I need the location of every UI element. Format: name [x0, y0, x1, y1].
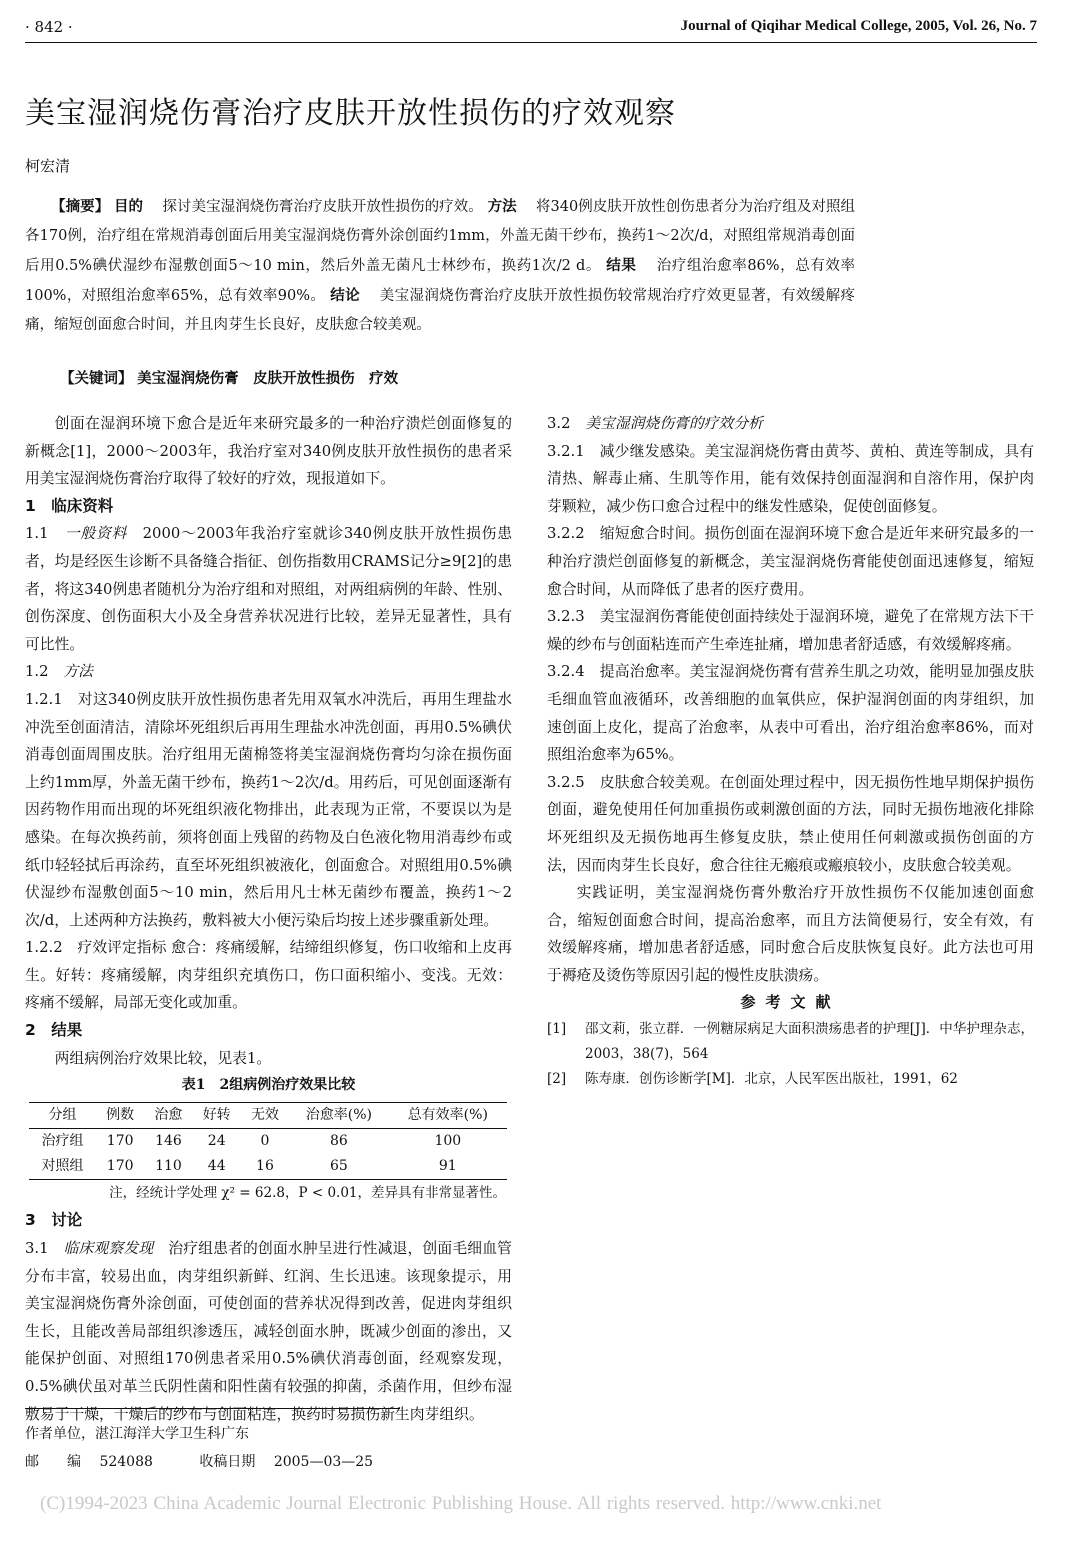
table-header-cell: 分组 [48, 1106, 77, 1123]
table-header-cell: 例数 [106, 1106, 135, 1123]
section-1-2-1: 1.2.1 对这340例皮肤开放性损伤患者先用双氧水冲洗后，再用生理盐水冲洗至创面清洁，清除坏死组织后再用生理盐水冲洗创面，再用0.5%碘伏消毒创面周围皮肤。治疗组用无菌棉签将美宝湿润烧伤膏均匀涂在损伤面上约1mm厚，外盖无菌干纱布，换药1～2次/d。用药后，可见创面逐渐有因药物作用而出现的坏死组织液化物排出，此表现为正常，不要误以为是感染。在每次换药前，须将创面上残留的药物及白色液化物用消毒纱布或纸巾轻轻拭后再涂药，直至坏死组织被液化，创面愈合。对照组用0.5%碘伏湿纱布湿敷创面5～10 min，然后用凡士林无菌纱布覆盖，换药1～2次/d，上述两种方法换药，敷料被大小便污染后均按上述步骤重新处理。 [25, 690, 512, 929]
postcode-line [25, 1448, 373, 1476]
table-cell: 对照组 [41, 1157, 84, 1174]
s3-1-text: 治疗组患者的创面水肿呈进行性减退，创面毛细血管分布丰富，较易出血，肉芽组织新鲜、红润、生长迅速。该现象提示，用美宝湿润烧伤膏外涂创面，可使创面的营养状况得到改善，促进肉芽组织生长，且能改善局部组织渗透压，减轻创面水肿，既减少创面的渗出，又能保护创面、对照组170例患者采用0.5%碘伏消毒创面，经观察发现，0.5%碘伏虽对革兰氏阴性菌和阳性菌有较强的抑菌，杀菌作用，但纱布湿敷易于干燥，干燥后的纱布与创面粘连，换药时易损伤新生肉芽组织。 [25, 1240, 512, 1423]
conclusion-paragraph: 实践证明，美宝湿润烧伤膏外敷治疗开放性损伤不仅能加速创面愈合，缩短创面愈合时间，提高治愈率，而且方法简便易行，安全有效，有效缓解疼痛，增加患者舒适感，同时愈合后皮肤恢复良好。此方法也可用于褥疮及烫伤等原因引起的慢性皮肤溃疡。 [547, 884, 1034, 984]
postcode-label: 邮 编 [25, 1454, 81, 1470]
author-unit: 作者单位，湛江海洋大学卫生科广东 [25, 1426, 249, 1442]
footnote-rule [25, 1408, 400, 1409]
abstract-label: 【摘要】 [51, 198, 110, 215]
intro-paragraph: 创面在湿润环境下愈合是近年来研究最多的一种治疗溃烂创面修复的新概念[1]，2000～2003年，我治疗室对340例皮肤开放性损伤的患者采用美宝湿润烧伤膏治疗取得了较好的疗效，现报道如下。 [25, 415, 512, 488]
table-cell: 治疗组 [41, 1132, 84, 1149]
table-cell: 0 [260, 1132, 270, 1149]
copyright-watermark: (C)1994-2023 China Academic Journal Electronic Publishing House. All rights reserved. http://www.cnki.net [40, 1493, 882, 1514]
references-heading: 参考文献 [740, 993, 841, 1012]
section-3-2-1: 3.2.1 减少继发感染。美宝湿润烧伤膏由黄芩、黄柏、黄连等制成，具有清热、解毒止痛、生肌等作用，能有效保持创面湿润和自溶作用，保护肉芽颗粒，减少伤口愈合过程中的继发性感染，促使创面修复。 [547, 442, 1034, 515]
footnote [25, 1420, 373, 1476]
keywords-text: 美宝湿润烧伤膏 皮肤开放性损伤 疗效 [137, 370, 399, 387]
table-cell: 170 [106, 1157, 134, 1174]
postcode: 524088 [99, 1454, 153, 1470]
section-3-2-2: 3.2.2 缩短愈合时间。损伤创面在湿润环境下愈合是近年来研究最多的一种治疗溃烂创面修复的新概念，美宝湿润烧伤膏能使创面迅速修复，缩短愈合时间，从而降低了患者的医疗费用。 [547, 525, 1034, 598]
right-column [547, 410, 1034, 1092]
table-cell: 16 [256, 1157, 274, 1174]
purpose-text: 探讨美宝湿润烧伤膏治疗皮肤开放性损伤的疗效。 [162, 199, 483, 215]
result-label: 结果 [606, 257, 637, 274]
method-text: 将340例皮肤开放性创伤患者分为治疗组及对照组各170例，治疗组在常规消毒创面后用美宝湿润烧伤膏外涂创面约1mm，外盖无菌干纱布，换药1～2次/d，对照组常规消毒创面后用0.5%碘伏湿纱布湿敷创面5～10 min，然后外盖无菌凡士林纱布，换药1次/2 d。 [25, 199, 856, 274]
conclusion-label: 结论 [330, 287, 360, 304]
page-number: · 842 · [25, 18, 73, 36]
table-cell: 110 [155, 1157, 182, 1174]
received-date: 2005—03—25 [273, 1454, 374, 1470]
s3-2-title: 美宝湿润烧伤膏的疗效分析 [585, 415, 763, 432]
section-1-1 [25, 520, 512, 658]
table-cell: 100 [434, 1132, 462, 1149]
table-header-cell: 无效 [250, 1106, 279, 1123]
section-3-heading: 3 讨论 [25, 1211, 83, 1230]
s1-2-num: 1.2 [25, 663, 49, 681]
section-3-1 [25, 1235, 512, 1428]
table-cell: 65 [329, 1157, 348, 1174]
section-1-2-2: 1.2.2 疗效评定指标 愈合：疼痛缓解，结缔组织修复，伤口收缩和上皮再生。好转：疼痛缓解，肉芽组织充填伤口，伤口面积缩小、变浅。无效：疼痛不缓解，局部无变化或加重。 [25, 939, 512, 1012]
reference-text: 邵文莉，张立群．一例糖尿病足大面积溃疡患者的护理[J]．中华护理杂志，2003，38(7)，564 [585, 1021, 1034, 1063]
reference-number: [1] [547, 1021, 567, 1038]
section-1-2 [25, 658, 512, 686]
section-2-text: 两组病例治疗效果比较，见表1。 [54, 1049, 272, 1067]
method-label: 方法 [487, 198, 517, 215]
left-column [25, 410, 512, 1428]
s3-2-num: 3.2 [547, 415, 571, 432]
results-table [29, 1102, 507, 1180]
purpose-label: 目的 [113, 198, 144, 215]
table-header-cell: 好转 [202, 1106, 231, 1123]
table-cell: 91 [438, 1157, 457, 1174]
journal-header: Journal of Qiqihar Medical College, 2005, Vol. 26, No. 7 [680, 18, 1037, 34]
s1-1-title: 一般资料 [64, 525, 128, 543]
table-header-cell: 治愈 [154, 1106, 183, 1123]
conclusion-text: 美宝湿润烧伤膏治疗皮肤开放性损伤较常规治疗疗效更显著，有效缓解疼痛，缩短创面愈合时间，并且肉芽生长良好，皮肤愈合较美观。 [25, 288, 856, 333]
section-3-2-3: 3.2.3 美宝湿润伤膏能使创面持续处于湿润环境，避免了在常规方法下干燥的纱布与创面粘连而产生牵连扯痛，增加患者舒适感，有效缓解疼痛。 [547, 608, 1034, 653]
reference-text: 陈寿康．创伤诊断学[M]．北京，人民军医出版社，1991，62 [585, 1071, 958, 1088]
table-header-cell: 治愈率(%) [305, 1106, 372, 1123]
table-note: 注，经统计学处理 χ² = 62.8，P < 0.01，差异具有非常显著性。 [109, 1184, 506, 1201]
header-rule [25, 42, 1037, 43]
s1-1-num: 1.1 [25, 525, 49, 543]
table-cell: 146 [155, 1132, 182, 1149]
reference-item [547, 1067, 1034, 1092]
table-row [29, 1154, 507, 1180]
article-title: 美宝湿润烧伤膏治疗皮肤开放性损伤的疗效观察 [25, 96, 676, 131]
abstract [25, 192, 855, 340]
section-3-2-4: 3.2.4 提高治愈率。美宝湿润烧伤膏有营养生肌之功效，能明显加强皮肤毛细血管血液循环，改善细胞的血氧供应，保护湿润创面的肉芽组织，加速创面上皮化，提高了治愈率，从表中可看出，治疗组治愈率86%，而对照组治愈率为65%。 [547, 663, 1034, 764]
result-text: 治疗组治愈率86%，总有效率100%，对照组治愈率65%，总有效率90%。 [25, 258, 856, 304]
section-3-2 [547, 410, 1034, 438]
section-3-2-5: 3.2.5 皮肤愈合较美观。在创面处理过程中，因无损伤性地早期保护损伤创面，避免使用任何加重损伤或刺激创面的方法，同时无损伤地液化排除坏死组织及无损伤地再生修复皮肤，禁止使用任何刺激或损伤创面的方法，因而肉芽生长良好，愈合往往无瘢痕或瘢痕较小，皮肤愈合较美观。 [547, 773, 1034, 874]
table-cell: 86 [329, 1132, 348, 1149]
table-row [29, 1128, 507, 1154]
table-caption: 表1 2组病例治疗效果比较 [181, 1077, 356, 1094]
reference-number: [2] [547, 1071, 567, 1088]
author: 柯宏清 [25, 157, 71, 175]
s3-1-num: 3.1 [25, 1240, 49, 1258]
s1-2-title: 方法 [63, 663, 93, 681]
section-1-heading: 1 临床资料 [25, 496, 114, 515]
keywords-label: 【关键词】 [60, 370, 133, 387]
table-header-row [29, 1102, 507, 1128]
s1-1-text: 2000～2003年我治疗室就诊340例皮肤开放性损伤患者，均是经医生诊断不具备缝合指征、创伤指数用CRAMS记分≥9[2]的患者，将这340例患者随机分为治疗组和对照组，对两组病例的年龄、性别、创伤深度、创伤面积大小及全身营养状况进行比较，差异无显著性，具有可比性。 [25, 525, 512, 653]
table-cell: 170 [106, 1132, 134, 1149]
received-label: 收稿日期 [199, 1454, 256, 1470]
section-2-heading: 2 结果 [25, 1021, 83, 1040]
table-cell: 24 [207, 1132, 226, 1149]
table-header-cell: 总有效率(%) [407, 1106, 488, 1123]
s3-1-title: 临床观察发现 [63, 1240, 154, 1258]
reference-item [547, 1017, 1034, 1067]
keywords [60, 367, 398, 388]
table-cell: 44 [207, 1157, 226, 1174]
